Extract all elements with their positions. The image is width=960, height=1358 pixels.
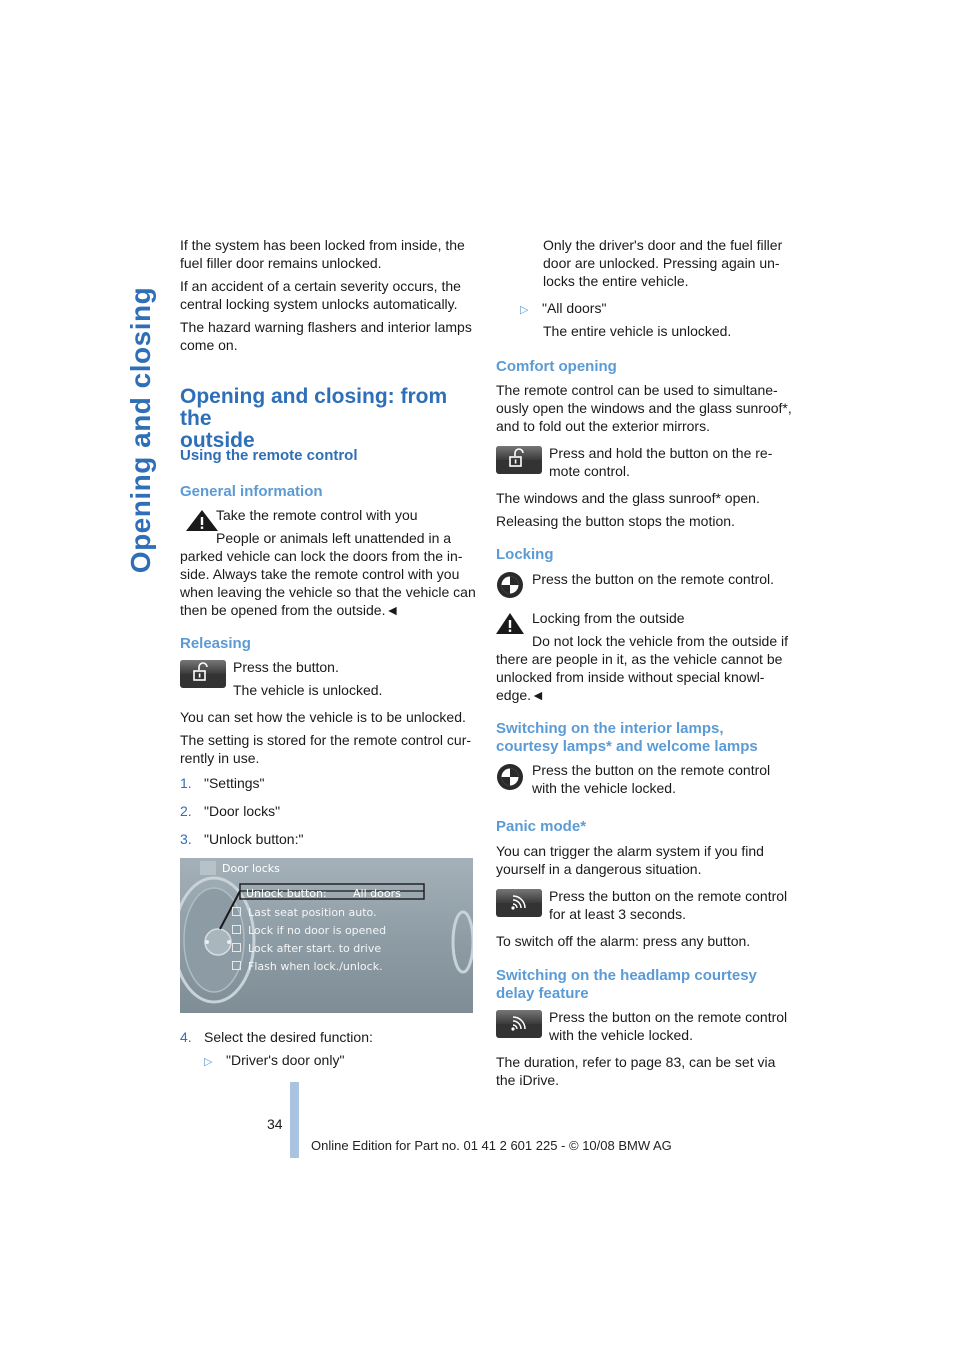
bmw-lock-button-icon <box>496 571 524 599</box>
comfort-press-line: mote control. <box>549 463 630 479</box>
paragraph-locked-inside: If the system has been locked from inside, the fuel filler door remains unlocked. <box>180 237 465 271</box>
unlock-button-icon <box>496 446 542 474</box>
screen-option: Lock after start. to drive <box>248 940 381 958</box>
comfort-line: and to fold out the exterior mirrors. <box>496 418 710 434</box>
screen-option: Last seat position auto. <box>248 904 377 922</box>
lock-warning-line: Do not lock the vehicle from the outside if <box>532 633 789 649</box>
headlamp-button-icon <box>496 1010 542 1038</box>
warning-text-line: when leaving the vehicle so that the vehicle can <box>180 584 476 600</box>
driver-desc-line: locks the entire vehicle. <box>543 273 689 289</box>
lock-warning-line: there are people in it, as the vehicle cannot be <box>496 651 783 667</box>
screen-option: Flash when lock./unlock. <box>248 958 383 976</box>
idrive-door-locks-screen <box>180 858 473 1013</box>
triangle-bullet-icon: ▷ <box>520 304 529 316</box>
releasing-stops-text: Releasing the button stops the motion. <box>496 513 735 529</box>
list-item-step: 4. Select the desired function: <box>180 1029 373 1045</box>
panic-line: yourself in a dangerous situation. <box>496 861 702 877</box>
lock-press-text: Press the button on the remote control. <box>532 571 775 587</box>
interior-press-line: Press the button on the remote control <box>532 762 771 778</box>
sub-list-item: ▷ "All doors" <box>520 299 606 319</box>
heading-interior-lamps: Switching on the interior lamps, courtesy lamps* and welcome lamps <box>496 720 758 755</box>
heading-comfort-opening: Comfort opening <box>496 358 617 375</box>
panic-press-line: Press the button on the remote control <box>549 888 788 904</box>
heading-panic-mode: Panic mode* <box>496 818 587 835</box>
headlamp-press-line: with the vehicle locked. <box>549 1027 693 1043</box>
screen-unlock-label: Unlock button: <box>246 887 327 900</box>
screen-option: Lock if no door is opened <box>248 922 386 940</box>
warning-text-line: People or animals left unattended in a <box>216 530 452 546</box>
side-chapter-title <box>121 200 161 660</box>
unlock-button-icon <box>180 660 226 688</box>
panic-press-line: for at least 3 seconds. <box>549 906 686 922</box>
duration-line: the iDrive. <box>496 1072 560 1088</box>
triangle-bullet-icon: ▷ <box>204 1056 213 1068</box>
warning-title-remote: Take the remote control with you <box>216 507 418 523</box>
heading-releasing: Releasing <box>180 635 251 652</box>
panic-button-icon <box>496 889 542 917</box>
heading-headlamp-courtesy: Switching on the headlamp courtesy delay feature <box>496 967 757 1002</box>
lock-warning-line: unlocked from inside without special knowl- <box>496 669 765 685</box>
driver-desc-line: door are unlocked. Pressing again un- <box>543 255 780 271</box>
heading-general-information: General information <box>180 483 323 500</box>
interior-press-line: with the vehicle locked. <box>532 780 676 796</box>
page-number: 34 <box>267 1116 283 1132</box>
section-heading-opening-closing: Opening and closing: from the outside <box>180 385 448 452</box>
screen-unlock-value: All doors <box>353 887 401 900</box>
sub-list-item: ▷ "Driver's door only" <box>204 1051 344 1071</box>
comfort-line: The remote control can be used to simultane- <box>496 382 778 398</box>
driver-desc-line: Only the driver's door and the fuel filler <box>543 237 783 253</box>
side-chapter-title-text: Opening and closing <box>125 286 156 574</box>
paragraph-set-unlock: You can set how the vehicle is to be unlocked. <box>180 709 466 725</box>
lock-warning-title: Locking from the outside <box>532 610 685 626</box>
footer-edition: Online Edition for Part no. 01 41 2 601 225 - © 10/08 BMW AG <box>311 1138 672 1153</box>
heading-using-remote: Using the remote control <box>180 447 358 464</box>
releasing-press-text: Press the button. <box>233 659 339 675</box>
headlamp-press-line: Press the button on the remote control <box>549 1009 788 1025</box>
comfort-press-line: Press and hold the button on the re- <box>549 445 773 461</box>
duration-line: The duration, refer to page 83, can be set via <box>496 1054 776 1070</box>
screen-title: Door locks <box>222 862 280 875</box>
comfort-line: ously open the windows and the glass sunroof*, <box>496 400 792 416</box>
paragraph-stored-line: rently in use. <box>180 750 260 766</box>
lock-warning-line: edge.◄ <box>496 687 545 703</box>
list-item-step: 1. "Settings" <box>180 775 265 791</box>
list-item-step: 3. "Unlock button:" <box>180 831 304 847</box>
releasing-unlocked-text: The vehicle is unlocked. <box>233 682 383 698</box>
footer-accent-bar <box>290 1082 299 1158</box>
paragraph-stored-line: The setting is stored for the remote control cur- <box>180 732 472 748</box>
warning-text-line: then be opened from the outside.◄ <box>180 602 400 618</box>
panic-off-text: To switch off the alarm: press any button. <box>496 933 751 949</box>
paragraph-accident: If an accident of a certain severity occurs, the central locking system unlocks automatically. <box>180 278 461 312</box>
warning-text-line: parked vehicle can lock the doors from the in- <box>180 548 463 564</box>
windows-open-text: The windows and the glass sunroof* open. <box>496 490 760 506</box>
panic-line: You can trigger the alarm system if you find <box>496 843 764 859</box>
list-item-step: 2. "Door locks" <box>180 803 281 819</box>
heading-locking: Locking <box>496 546 554 563</box>
warning-text-line: side. Always take the remote control with you <box>180 566 460 582</box>
all-doors-desc: The entire vehicle is unlocked. <box>543 323 732 339</box>
paragraph-hazard: The hazard warning flashers and interior lamps come on. <box>180 319 472 353</box>
bmw-lock-button-icon <box>496 763 524 791</box>
